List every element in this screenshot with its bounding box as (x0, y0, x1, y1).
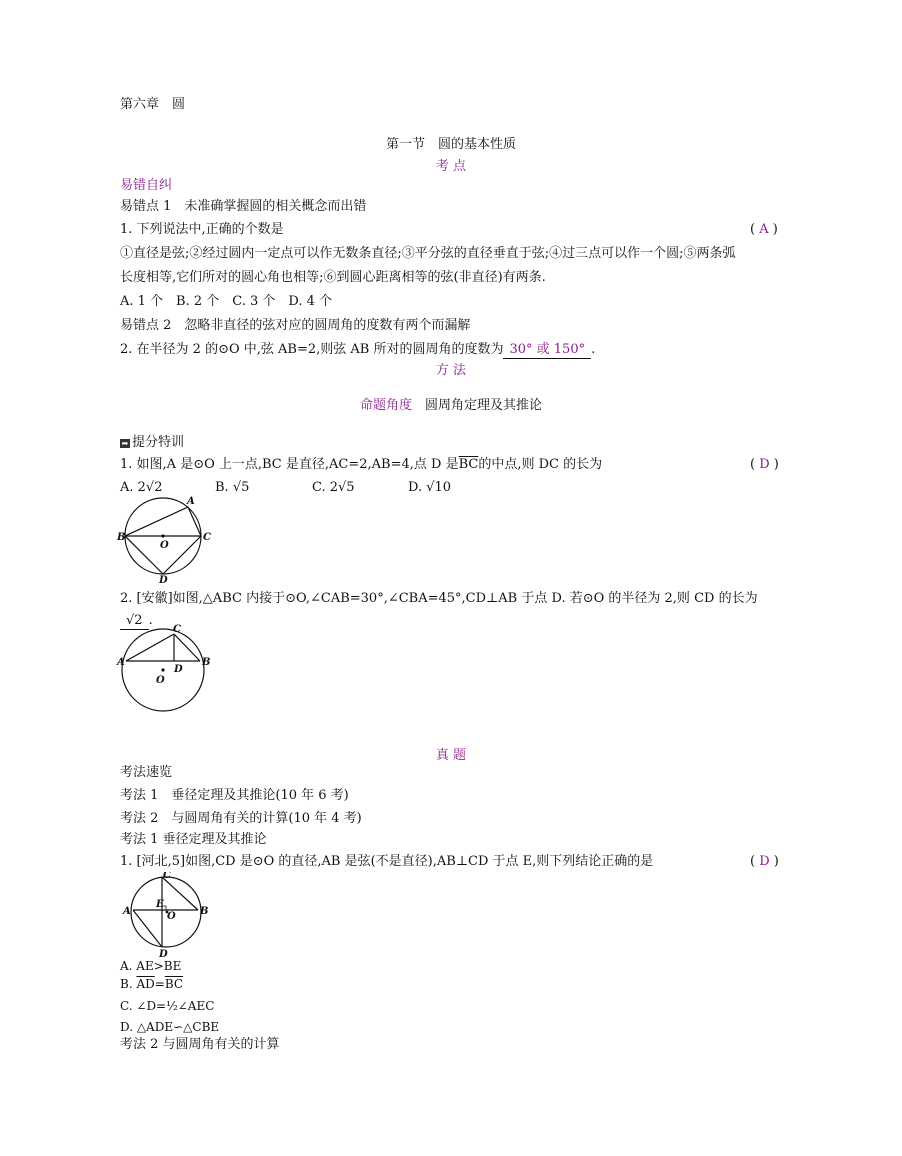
t1-option-d: D. √10 (408, 480, 452, 495)
r1-option-b-prefix: B. (120, 977, 137, 991)
fig1-line-ac (188, 507, 201, 536)
q1-answer: A (759, 222, 769, 237)
t1-option-a: A. 2√2 (120, 480, 163, 495)
r1-stem: 1. [河北,5]如图,CD 是⊙O 的直径,AB 是弦(不是直径),AB⊥CD 于点 E,则下列结论正确的是 (120, 854, 654, 869)
r1-option-b (120, 976, 183, 992)
zhenti-heading: 真 题 (435, 748, 467, 763)
fig1-label-c: C (203, 532, 211, 543)
fig1-label-d: D (159, 575, 168, 584)
angle-line (0, 398, 902, 414)
fig2-line-cb (174, 634, 200, 661)
t1-stem-a: 1. 如图,A 是⊙O 上一点,BC 是直径,AC=2,AB=4,点 D 是 (120, 457, 459, 472)
fig1-label-b: B (117, 532, 126, 543)
q1-line-1: ①直径是弦;②经过圆内一定点可以作无数条直径;③平分弦的直径垂直于弦;④过三点可以作一个圆;⑤两条弧 (120, 246, 736, 261)
error-point-2: 易错点 2 忽略非直径的弦对应的圆周角的度数有两个而漏解 (120, 318, 471, 333)
t1-stem (120, 457, 602, 473)
kaofa-1: 考法 1 垂径定理及其推论(10 年 6 考) (120, 788, 349, 803)
q2-answer: 30° 或 150° (503, 342, 591, 359)
t1-answer: D (759, 457, 770, 472)
t1-option-b: B. √5 (215, 480, 250, 495)
fig1-label-a: A (187, 496, 195, 507)
angle-title: 圆周角定理及其推论 (425, 398, 543, 413)
kaofa-1-heading: 考法 1 垂径定理及其推论 (120, 832, 267, 847)
fig2-label-d: D (174, 664, 183, 675)
fig3-label-o: O (167, 911, 176, 922)
r1-option-b-arc-bc: $\overline{BC}$ (164, 977, 184, 991)
t2-end: . (148, 613, 153, 628)
q1-answer-bracket: ( A ) (750, 222, 778, 237)
q2-stem: 2. 在半径为 2 的⊙O 中,弦 AB=2,则弦 AB 所对的圆周角的度数为 (120, 342, 504, 357)
fig2-center-dot (161, 668, 164, 671)
kaofa-overview: 考法速览 (120, 765, 173, 780)
t2-answer: √2 (120, 613, 149, 630)
angle-label: 命题角度 (359, 398, 412, 413)
fig3-label-d: D (159, 949, 168, 958)
figure-3 (120, 872, 216, 958)
error-point-1: 易错点 1 未准确掌握圆的相关概念而出错 (120, 199, 367, 214)
t1-answer-bracket: ( D ) (750, 457, 779, 472)
figure-2 (116, 624, 216, 716)
section-title: 第一节 圆的基本性质 (385, 137, 516, 152)
fig3-label-a: A (123, 906, 131, 917)
fig3-label-e: E (156, 899, 164, 910)
t1-arc: $\overline{BC}$ (458, 457, 479, 472)
fig1-label-o: O (160, 540, 169, 551)
r1-answer-bracket: ( D ) (750, 854, 779, 869)
r1-answer: D (759, 854, 770, 869)
fig2-label-c: C (173, 624, 181, 635)
tifen-heading (120, 435, 184, 451)
fig1-center-dot (161, 534, 164, 537)
fangfa-heading: 方 法 (435, 363, 467, 378)
r1-option-b-eq: = (154, 977, 165, 991)
r1-option-c: C. ∠D=½∠AEC (120, 999, 215, 1013)
r1-option-d: D. △ADE∽△CBE (120, 1020, 220, 1034)
chapter-title: 第六章 圆 (120, 97, 186, 112)
tifen-label: 提分特训 (132, 435, 185, 450)
fig2-label-a: A (117, 657, 125, 668)
q1-line-2: 长度相等,它们所对的圆心角也相等;⑥到圆心距离相等的弦(非直径)有两条. (120, 270, 546, 285)
fig3-label-c: C (163, 872, 171, 881)
r1-option-b-arc-ad: $\overline{AD}$ (136, 977, 155, 991)
fig2-line-ac (126, 634, 174, 661)
yicuo-heading: 易错自纠 (120, 178, 173, 193)
q2-line (120, 342, 595, 359)
fig2-label-b: B (202, 657, 211, 668)
kaodian-heading: 考 点 (435, 159, 467, 174)
q2-end: . (591, 342, 596, 357)
t1-option-c: C. 2√5 (312, 480, 355, 495)
kaofa-2-heading: 考法 2 与圆周角有关的计算 (120, 1037, 280, 1052)
r1-option-a: A. AE>BE (120, 959, 182, 973)
fig3-line-cb (162, 877, 198, 910)
t1-stem-b: 的中点,则 DC 的长为 (478, 457, 603, 472)
kaofa-2: 考法 2 与圆周角有关的计算(10 年 4 考) (120, 811, 362, 826)
t2-stem: 2. [安徽]如图,△ABC 内接于⊙O,∠CAB=30°,∠CBA=45°,CD⊥AB 于点 D. 若⊙O 的半径为 2,则 CD 的长为 (120, 591, 758, 606)
q1-stem: 1. 下列说法中,正确的个数是 (120, 222, 284, 237)
q1-options: A. 1 个 B. 2 个 C. 3 个 D. 4 个 (120, 294, 333, 309)
arrow-icon: ➡ (121, 439, 129, 448)
fig2-label-o: O (156, 675, 165, 686)
figure-1 (116, 494, 216, 584)
fig3-label-b: B (200, 906, 209, 917)
